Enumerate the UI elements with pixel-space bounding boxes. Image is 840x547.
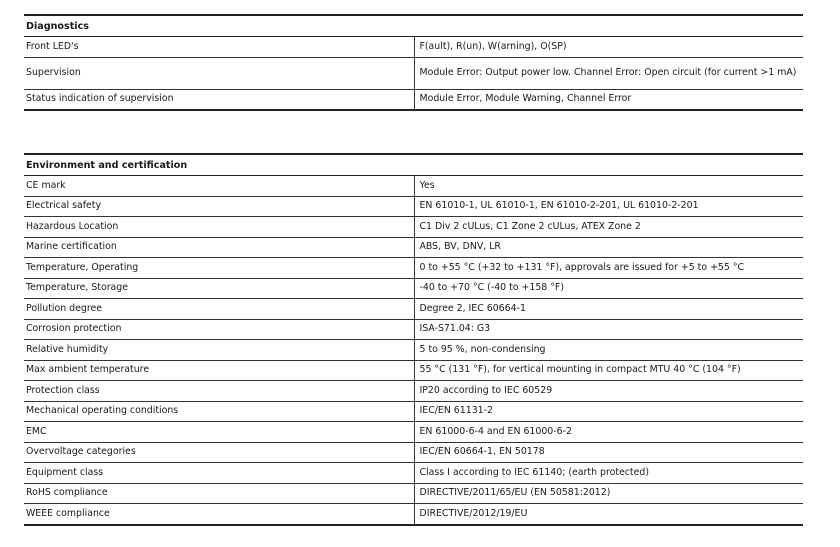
section-title: Environment and certification: [24, 154, 803, 176]
row-value: ABS, BV, DNV, LR: [414, 237, 803, 258]
table-row: [24, 278, 803, 299]
row-value: EN 61010-1, UL 61010-1, EN 61010-2-201, UL 61010-2-201: [414, 196, 803, 217]
table-row: [24, 237, 803, 258]
table-row: [24, 422, 803, 443]
diagnostics-table: [24, 14, 803, 111]
table-row: [24, 381, 803, 402]
row-value: Degree 2, IEC 60664-1: [414, 299, 803, 320]
row-label: Electrical safety: [24, 196, 414, 217]
row-label: Max ambient temperature: [24, 360, 414, 381]
table-header-row: [24, 15, 803, 37]
row-value: DIRECTIVE/2012/19/EU: [414, 504, 803, 525]
row-value: 5 to 95 %, non-condensing: [414, 340, 803, 361]
row-label: Front LED's: [24, 37, 414, 58]
table-header-row: [24, 154, 803, 176]
table-row: [24, 401, 803, 422]
row-label: Mechanical operating conditions: [24, 401, 414, 422]
table-row: [24, 196, 803, 217]
row-label: Overvoltage categories: [24, 442, 414, 463]
row-value: Module Error: Output power low. Channel Error: Open circuit (for current >1 mA): [414, 57, 803, 89]
row-label: Temperature, Operating: [24, 258, 414, 279]
table-row: [24, 57, 803, 89]
row-value: 55 °C (131 °F), for vertical mounting in compact MTU 40 °C (104 °F): [414, 360, 803, 381]
row-value: Class I according to IEC 61140; (earth protected): [414, 463, 803, 484]
row-value: EN 61000-6-4 and EN 61000-6-2: [414, 422, 803, 443]
row-value: C1 Div 2 cULus, C1 Zone 2 cULus, ATEX Zone 2: [414, 217, 803, 238]
table-row: [24, 442, 803, 463]
row-value: DIRECTIVE/2011/65/EU (EN 50581:2012): [414, 483, 803, 504]
table-row: [24, 340, 803, 361]
table-row: [24, 299, 803, 320]
table-row: [24, 258, 803, 279]
row-label: EMC: [24, 422, 414, 443]
row-value: IP20 according to IEC 60529: [414, 381, 803, 402]
row-value: Module Error, Module Warning, Channel Error: [414, 89, 803, 110]
row-label: CE mark: [24, 176, 414, 197]
row-value: IEC/EN 60664-1, EN 50178: [414, 442, 803, 463]
row-label: Supervision: [24, 57, 414, 89]
row-label: RoHS compliance: [24, 483, 414, 504]
row-label: Corrosion protection: [24, 319, 414, 340]
row-label: Protection class: [24, 381, 414, 402]
row-label: Pollution degree: [24, 299, 414, 320]
table-row: [24, 360, 803, 381]
row-value: Yes: [414, 176, 803, 197]
row-label: WEEE compliance: [24, 504, 414, 525]
row-label: Hazardous Location: [24, 217, 414, 238]
row-value: F(ault), R(un), W(arning), O(SP): [414, 37, 803, 58]
row-label: Equipment class: [24, 463, 414, 484]
row-value: 0 to +55 °C (+32 to +131 °F), approvals are issued for +5 to +55 °C: [414, 258, 803, 279]
environment-certification-table: [24, 153, 803, 526]
row-value: -40 to +70 °C (-40 to +158 °F): [414, 278, 803, 299]
section-title: Diagnostics: [24, 15, 803, 37]
row-label: Status indication of supervision: [24, 89, 414, 110]
row-label: Relative humidity: [24, 340, 414, 361]
row-label: Marine certification: [24, 237, 414, 258]
row-label: Temperature, Storage: [24, 278, 414, 299]
row-value: ISA-S71.04: G3: [414, 319, 803, 340]
table-row: [24, 319, 803, 340]
table-row: [24, 176, 803, 197]
row-value: IEC/EN 61131-2: [414, 401, 803, 422]
table-row: [24, 463, 803, 484]
table-row: [24, 217, 803, 238]
table-row: [24, 37, 803, 58]
table-row: [24, 89, 803, 110]
table-row: [24, 504, 803, 525]
table-row: [24, 483, 803, 504]
